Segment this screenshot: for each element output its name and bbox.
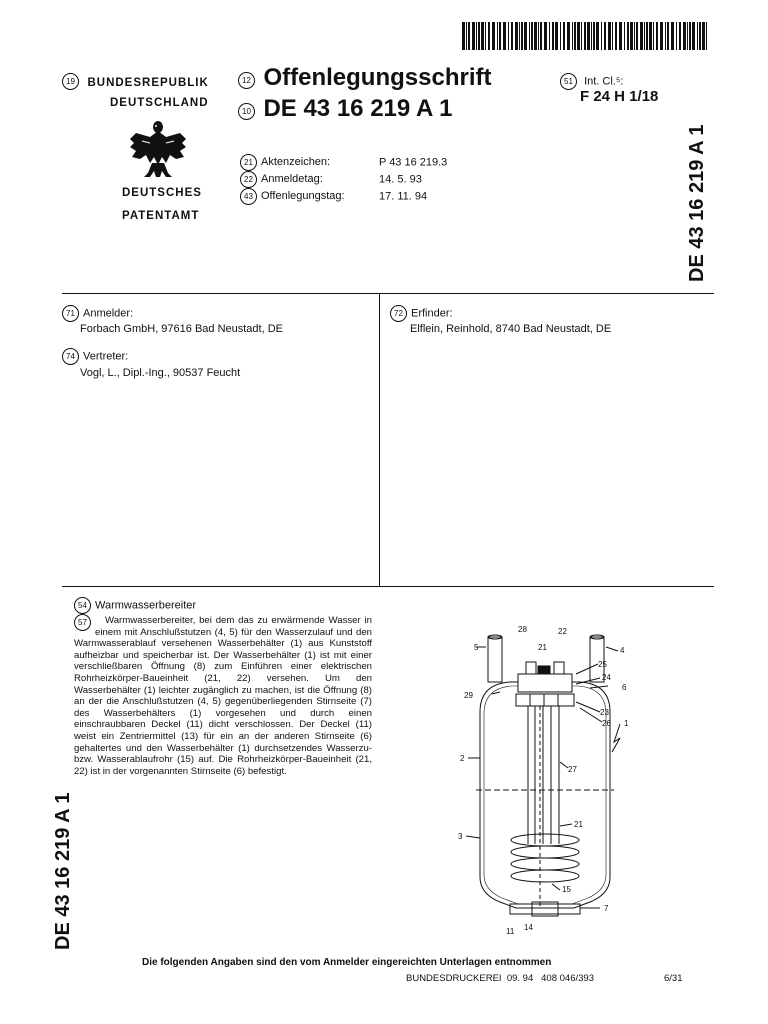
label-22: 22	[558, 627, 567, 636]
label-6: 6	[622, 683, 627, 692]
country-line1: BUNDESREPUBLIK	[87, 77, 209, 89]
footer-page: 6/31	[664, 973, 683, 984]
representative-value: Vogl, L., Dipl.-Ing., 90537 Feucht	[80, 367, 241, 379]
federal-eagle-emblem	[128, 117, 188, 179]
inid-22: 22	[240, 171, 257, 188]
inid-10: 10	[238, 103, 255, 120]
barcode	[462, 22, 710, 50]
side-doc-number-bottom: DE 43 16 219 A 1	[52, 792, 74, 950]
label-3: 3	[458, 832, 463, 841]
label-24: 24	[602, 673, 611, 682]
field-value: P 43 16 219.3	[379, 156, 448, 169]
int-cl-value: F 24 H 1/18	[580, 88, 659, 105]
divider-bottom	[62, 586, 714, 587]
label-28: 28	[518, 625, 527, 634]
label-14: 14	[524, 923, 533, 932]
office-line1: DEUTSCHES	[122, 187, 202, 199]
divider-top	[62, 293, 714, 294]
label-7: 7	[604, 904, 609, 913]
field-row	[240, 171, 447, 188]
applicant-value: Forbach GmbH, 97616 Bad Neustadt, DE	[80, 323, 283, 335]
doc-number: DE 43 16 219 A 1	[263, 95, 453, 122]
office-line2: PATENTAMT	[122, 210, 200, 222]
field-label: Offenlegungstag:	[261, 190, 345, 203]
doc-number-row	[238, 95, 452, 123]
label-21-top: 21	[538, 643, 547, 652]
country-block	[62, 73, 209, 91]
doc-type: Offenlegungsschrift	[263, 64, 492, 91]
divider-vertical	[379, 293, 380, 586]
field-label: Aktenzeichen:	[261, 156, 331, 169]
field-value: 14. 5. 93	[379, 173, 422, 186]
label-26: 26	[602, 719, 611, 728]
representative-label: Vertreter:	[83, 350, 129, 363]
country-line2: DEUTSCHLAND	[110, 97, 209, 109]
label-1: 1	[624, 719, 629, 728]
inid-12: 12	[238, 72, 255, 89]
field-row	[240, 188, 447, 205]
inid-57: 57	[74, 614, 91, 631]
side-doc-number-top: DE 43 16 219 A 1	[686, 124, 708, 282]
field-value: 17. 11. 94	[379, 190, 428, 203]
invention-title: Warmwasserbereiter	[95, 599, 197, 612]
inid-51: 51	[560, 73, 577, 90]
representative-label-row	[62, 348, 128, 365]
label-29: 29	[464, 691, 473, 700]
abstract-text: Warmwasserbereiter, bei dem das zu erwärmende Wasser in einem mit Anschlußstutzen (4, 5) für den Wasserzulauf und den Warmwasserablauf versehenen Wasserbehälter (1) aus Kunststoff aufheizbar und speicherbar ist. Der Wasserbehälter (1) ist mit einer verschließbaren Öffnung (8) zum Einführen einer elektrischen Rohrheizkörper-Baueinheit (21, 22) versehen. Um den Wasserbehälter (1) leichter zugänglich zu machen, ist die Öffnung (8) an der die Anschlußstutzen (4, 5) gegenüberliegenden Stirnseite (7) des Wasserbehälters (1) vorgesehen und durch einen einschraubbaren Deckel (11) dicht verschlossen. Der Deckel (11) weist ein Zentriermittel (13) für ein an der anderen Stirnseite (6) gehaltertes und den Wasserbehälter (1) durchsetzendes Wasserzu- bzw. Wasserablaufrohr (15) auf. Die Rohrheizkörper-Baueinheit (21, 22) ist in der vorgenannten Stirnseite (6) befestigt.	[74, 615, 372, 777]
int-cl-label: Int. Cl.⁵:	[584, 75, 624, 88]
label-4: 4	[620, 646, 625, 655]
inid-72: 72	[390, 305, 407, 322]
label-15: 15	[562, 885, 571, 894]
inid-54: 54	[74, 597, 91, 614]
water-heater-drawing	[440, 612, 650, 937]
label-11: 11	[506, 927, 515, 936]
inid-21: 21	[240, 154, 257, 171]
applicant-label: Anmelder:	[83, 307, 134, 320]
field-label: Anmeldetag:	[261, 173, 323, 186]
label-25: 25	[598, 660, 607, 669]
abstract-block	[74, 615, 372, 777]
label-5: 5	[474, 643, 479, 652]
label-21: 21	[574, 820, 583, 829]
inid-74: 74	[62, 348, 79, 365]
field-row	[240, 154, 447, 171]
footer-printer: BUNDESDRUCKEREI 09. 94 408 046/393	[406, 973, 594, 984]
footer-note: Die folgenden Angaben sind den vom Anmelder eingereichten Unterlagen entnommen	[142, 957, 552, 968]
inid-43: 43	[240, 188, 257, 205]
doc-type-row	[238, 64, 491, 92]
title-row	[74, 597, 196, 614]
label-23: 23	[600, 708, 609, 717]
inventor-label-row	[390, 305, 453, 322]
applicant-label-row	[62, 305, 133, 322]
inventor-value: Elflein, Reinhold, 8740 Bad Neustadt, DE	[410, 323, 612, 335]
label-2: 2	[460, 754, 465, 763]
inventor-label: Erfinder:	[411, 307, 453, 320]
inid-71: 71	[62, 305, 79, 322]
inid-19: 19	[62, 73, 79, 90]
header-fields	[240, 154, 447, 205]
label-27: 27	[568, 765, 577, 774]
